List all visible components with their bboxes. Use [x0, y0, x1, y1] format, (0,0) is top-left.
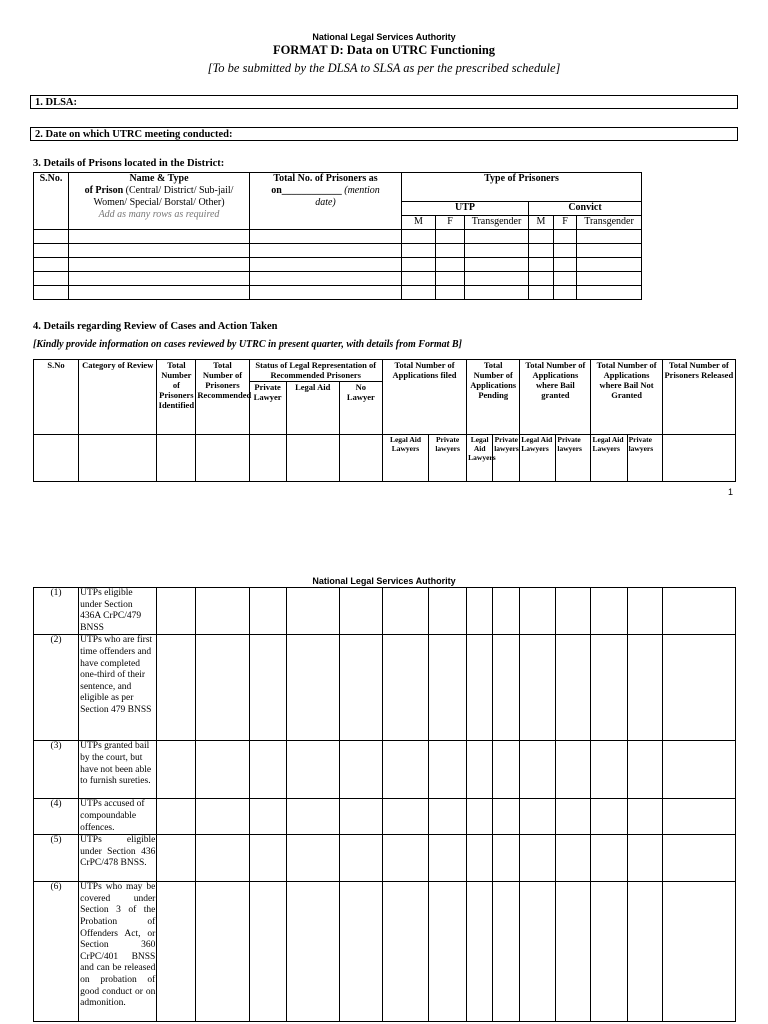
- data-cell[interactable]: [627, 741, 662, 799]
- row-number: (6): [34, 882, 79, 1022]
- col-type-prisoners: Type of Prisoners: [402, 173, 642, 202]
- data-cell[interactable]: [662, 835, 735, 882]
- row-number: (3): [34, 741, 79, 799]
- data-cell[interactable]: [157, 882, 196, 1022]
- data-cell[interactable]: [249, 835, 286, 882]
- col-no-lawyer: No Lawyer: [339, 382, 382, 435]
- data-cell[interactable]: [286, 741, 339, 799]
- org-header: National Legal Services Authority: [312, 576, 456, 586]
- col-sno: S.No: [34, 360, 79, 435]
- sub-private-lawyers: Private lawyers: [493, 435, 520, 482]
- col-utp-m: M: [402, 216, 436, 230]
- data-cell[interactable]: [556, 635, 591, 741]
- section3-heading: 3. Details of Prisons located in the District:: [33, 158, 225, 169]
- data-cell[interactable]: [286, 799, 339, 835]
- data-cell[interactable]: [249, 882, 286, 1022]
- data-cell[interactable]: [339, 741, 382, 799]
- table-row: [34, 244, 642, 258]
- col-utp: UTP: [402, 202, 529, 216]
- data-cell[interactable]: [591, 635, 627, 741]
- section4-heading: 4. Details regarding Review of Cases and Action Taken: [33, 321, 278, 332]
- col-convict-transgender: Transgender: [577, 216, 642, 230]
- data-cell[interactable]: [662, 635, 735, 741]
- data-cell[interactable]: [662, 799, 735, 835]
- data-cell[interactable]: [467, 741, 493, 799]
- col-utp-transgender: Transgender: [465, 216, 529, 230]
- category-text: UTPs granted bail by the court, but have not been able to furnish sureties.: [79, 741, 157, 799]
- data-cell[interactable]: [591, 588, 627, 635]
- row-number: (1): [34, 588, 79, 635]
- col-convict-f: F: [554, 216, 577, 230]
- sub-private-lawyers: Private lawyers: [429, 435, 467, 482]
- data-cell[interactable]: [627, 588, 662, 635]
- data-cell[interactable]: [662, 588, 735, 635]
- data-cell[interactable]: [493, 799, 520, 835]
- meeting-date-field[interactable]: 2. Date on which UTRC meeting conducted:: [30, 127, 738, 141]
- data-cell[interactable]: [467, 799, 493, 835]
- col-legal-aid: Legal Aid: [286, 382, 339, 435]
- data-cell[interactable]: [591, 741, 627, 799]
- table-row: [34, 258, 642, 272]
- col-convict: Convict: [529, 202, 642, 216]
- table-row: [34, 230, 642, 244]
- review-table: [33, 359, 736, 482]
- row-number: (5): [34, 835, 79, 882]
- data-cell[interactable]: [493, 635, 520, 741]
- data-cell[interactable]: [249, 635, 286, 741]
- data-cell[interactable]: [520, 835, 556, 882]
- data-cell[interactable]: [556, 588, 591, 635]
- data-cell[interactable]: [627, 799, 662, 835]
- sub-legal-aid-lawyers: Legal Aid Lawyers: [467, 435, 493, 482]
- sub-legal-aid-lawyers: Legal Aid Lawyers: [520, 435, 556, 482]
- col-identified: Total Number of Prisoners Identified: [157, 360, 196, 435]
- dlsa-field[interactable]: 1. DLSA:: [30, 95, 738, 109]
- data-cell[interactable]: [429, 588, 467, 635]
- data-cell[interactable]: [556, 799, 591, 835]
- table-row: [34, 835, 736, 882]
- data-cell[interactable]: [627, 635, 662, 741]
- sub-private-lawyers: Private lawyers: [627, 435, 662, 482]
- data-cell[interactable]: [556, 882, 591, 1022]
- col-bail-not-granted: Total Number of Applications where Bail Not Granted: [591, 360, 662, 435]
- data-cell[interactable]: [591, 799, 627, 835]
- data-cell[interactable]: [520, 799, 556, 835]
- data-cell[interactable]: [339, 799, 382, 835]
- sub-legal-aid-lawyers: Legal Aid Lawyers: [382, 435, 428, 482]
- data-cell[interactable]: [520, 588, 556, 635]
- col-released: Total Number of Prisoners Released: [662, 360, 735, 435]
- data-cell[interactable]: [339, 882, 382, 1022]
- col-private-lawyer: Private Lawyer: [249, 382, 286, 435]
- category-text: UTPs who may be covered under Section 3 of the Probation of Offenders Act, or Section 360 CrPC/401 BNSS and can be released on probation of good conduct or on admonition.: [79, 882, 157, 1022]
- table-row: [34, 882, 736, 1022]
- add-rows-hint: Add as many rows as required: [98, 209, 220, 220]
- category-text: UTPs eligible under Section 436 CrPC/478 BNSS.: [79, 835, 157, 882]
- data-cell[interactable]: [520, 635, 556, 741]
- col-prison-name: Name & Type of Prison (Central/ District/ Sub-jail/ Women/ Special/ Borstal/ Other) Add as many rows as required: [69, 173, 250, 230]
- category-text: UTPs eligible under Section 436A CrPC/479 BNSS: [79, 588, 157, 635]
- col-total-prisoners: Total No. of Prisoners as on____________ (mention date): [250, 173, 402, 230]
- col-applications-pending: Total Number of Applications Pending: [467, 360, 520, 435]
- page-subtitle: [To be submitted by the DLSA to SLSA as per the prescribed schedule]: [207, 61, 561, 75]
- data-cell[interactable]: [157, 741, 196, 799]
- data-cell[interactable]: [493, 741, 520, 799]
- data-cell[interactable]: [382, 741, 428, 799]
- col-utp-f: F: [436, 216, 465, 230]
- table-row: [34, 635, 736, 741]
- data-cell[interactable]: [591, 882, 627, 1022]
- col-category: Category of Review: [79, 360, 157, 435]
- data-cell[interactable]: [382, 882, 428, 1022]
- col-recommended: Total Number of Prisoners Recommended: [196, 360, 249, 435]
- data-cell[interactable]: [520, 882, 556, 1022]
- data-cell[interactable]: [429, 741, 467, 799]
- data-cell[interactable]: [196, 799, 249, 835]
- data-cell[interactable]: [467, 635, 493, 741]
- page-title: FORMAT D: Data on UTRC Functioning: [272, 43, 496, 57]
- data-cell[interactable]: [196, 635, 249, 741]
- col-convict-m: M: [529, 216, 554, 230]
- table-row: [34, 272, 642, 286]
- data-cell[interactable]: [429, 799, 467, 835]
- sub-private-lawyers: Private lawyers: [556, 435, 591, 482]
- data-cell[interactable]: [493, 588, 520, 635]
- data-cell[interactable]: [249, 799, 286, 835]
- data-cell[interactable]: [196, 588, 249, 635]
- data-cell[interactable]: [493, 882, 520, 1022]
- col-bail-granted: Total Number of Applications where Bail granted: [520, 360, 591, 435]
- data-cell[interactable]: [249, 588, 286, 635]
- col-sno: S.No.: [34, 173, 69, 230]
- table-row: [34, 799, 736, 835]
- data-cell[interactable]: [591, 835, 627, 882]
- data-cell[interactable]: [157, 799, 196, 835]
- data-cell[interactable]: [556, 835, 591, 882]
- data-cell[interactable]: [339, 835, 382, 882]
- data-cell[interactable]: [467, 835, 493, 882]
- data-cell[interactable]: [429, 635, 467, 741]
- data-cell[interactable]: [493, 835, 520, 882]
- sub-legal-aid-lawyers: Legal Aid Lawyers: [591, 435, 627, 482]
- table-row: [34, 741, 736, 799]
- data-cell[interactable]: [662, 741, 735, 799]
- review-table-continued: [33, 587, 736, 1022]
- data-cell[interactable]: [520, 741, 556, 799]
- data-cell[interactable]: [286, 588, 339, 635]
- category-text: UTPs accused of compoundable offences.: [79, 799, 157, 835]
- data-cell[interactable]: [627, 835, 662, 882]
- data-cell[interactable]: [286, 635, 339, 741]
- org-header: National Legal Services Authority: [312, 32, 456, 42]
- data-cell[interactable]: [196, 741, 249, 799]
- data-cell[interactable]: [627, 882, 662, 1022]
- row-number: (4): [34, 799, 79, 835]
- col-legal-representation: Status of Legal Representation of Recommended Prisoners: [249, 360, 382, 382]
- data-cell[interactable]: [382, 588, 428, 635]
- data-cell[interactable]: [382, 799, 428, 835]
- data-cell[interactable]: [382, 835, 428, 882]
- row-number: (2): [34, 635, 79, 741]
- category-text: UTPs who are first time offenders and have completed one-third of their sentence, and eligible as per Section 479 BNSS: [79, 635, 157, 741]
- data-cell[interactable]: [157, 835, 196, 882]
- data-cell[interactable]: [286, 882, 339, 1022]
- data-cell[interactable]: [467, 882, 493, 1022]
- data-cell[interactable]: [467, 588, 493, 635]
- prisons-table: [33, 172, 642, 300]
- data-cell[interactable]: [196, 882, 249, 1022]
- data-cell[interactable]: [157, 588, 196, 635]
- data-cell[interactable]: [196, 835, 249, 882]
- data-cell[interactable]: [662, 882, 735, 1022]
- table-row: [34, 588, 736, 635]
- data-cell[interactable]: [249, 741, 286, 799]
- data-cell[interactable]: [157, 635, 196, 741]
- data-cell[interactable]: [382, 635, 428, 741]
- table-row: [34, 286, 642, 300]
- data-cell[interactable]: [429, 835, 467, 882]
- section4-note: [Kindly provide information on cases reviewed by UTRC in present quarter, with details from Format B]: [33, 339, 462, 350]
- col-applications-filed: Total Number of Applications filed: [382, 360, 466, 435]
- page-number: 1: [728, 487, 734, 497]
- data-cell[interactable]: [429, 882, 467, 1022]
- data-cell[interactable]: [339, 588, 382, 635]
- data-cell[interactable]: [339, 635, 382, 741]
- data-cell[interactable]: [556, 741, 591, 799]
- data-cell[interactable]: [286, 835, 339, 882]
